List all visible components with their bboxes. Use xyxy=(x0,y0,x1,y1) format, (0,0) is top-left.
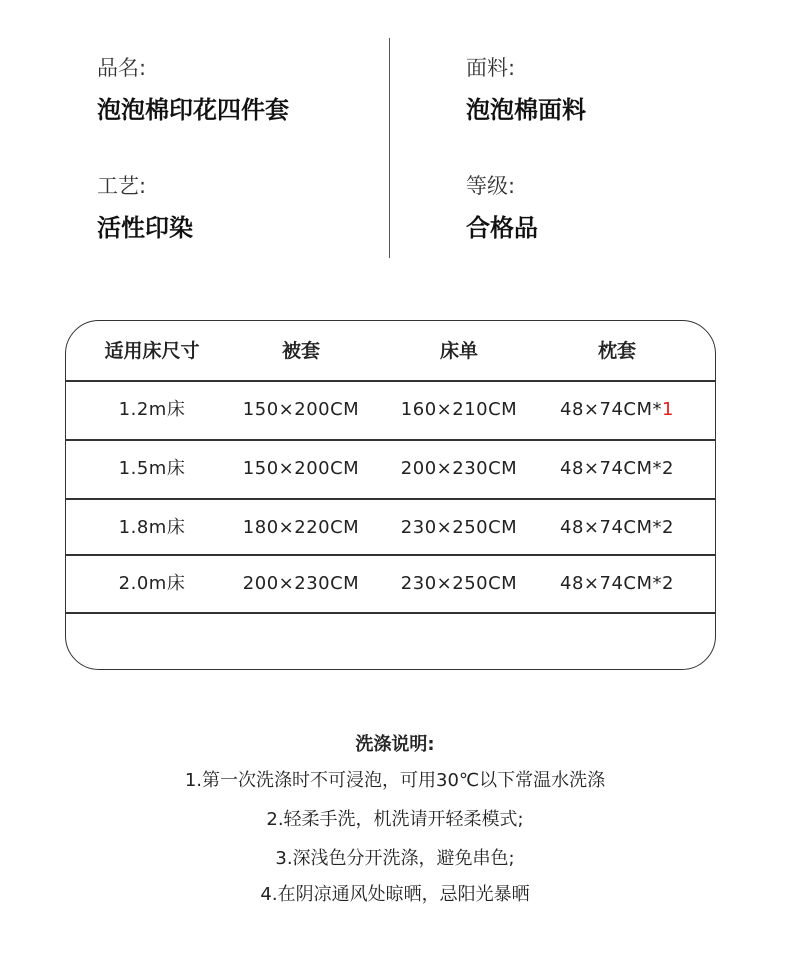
cell-bed: 1.5m床 xyxy=(118,458,186,479)
cell-duvet: 150×200CM xyxy=(242,458,360,479)
table-row xyxy=(66,555,715,613)
name-value: 泡泡棉印花四件套 xyxy=(97,96,289,124)
info-grade xyxy=(466,172,746,244)
table-row xyxy=(66,440,715,498)
header-bed-size: 适用床尺寸 xyxy=(104,340,200,362)
cell-duvet: 180×220CM xyxy=(242,517,360,538)
washing-line: 3.深浅色分开洗涤，避免串色; xyxy=(275,848,515,869)
grade-value: 合格品 xyxy=(466,214,538,242)
row-divider xyxy=(66,612,715,614)
cell-bed: 1.8m床 xyxy=(118,517,186,538)
header-pillowcase: 枕套 xyxy=(597,340,637,362)
craft-value: 活性印染 xyxy=(97,214,193,242)
info-name xyxy=(97,54,377,126)
cell-pillow xyxy=(560,381,674,439)
cell-bed: 1.2m床 xyxy=(118,399,186,420)
pillow-size: 48×74CM* xyxy=(560,573,663,594)
washing-line: 4.在阴凉通风处晾晒，忌阳光暴晒 xyxy=(260,884,530,905)
pillow-size: 48×74CM* xyxy=(560,458,663,479)
pillow-count: 2 xyxy=(662,573,674,594)
washing-line: 1.第一次洗涤时不可浸泡，可用30℃以下常温水洗涤 xyxy=(184,770,606,791)
pillow-count: 2 xyxy=(662,458,674,479)
header-duvet: 被套 xyxy=(281,340,321,362)
cell-pillow xyxy=(560,499,674,557)
table-row xyxy=(66,381,715,439)
info-fabric xyxy=(466,54,746,126)
info-divider xyxy=(389,38,390,258)
size-table xyxy=(65,320,716,670)
cell-duvet: 200×230CM xyxy=(242,573,360,594)
craft-label: 工艺: xyxy=(97,174,147,198)
cell-pillow xyxy=(560,555,674,613)
pillow-count: 1 xyxy=(662,399,674,420)
table-header-row xyxy=(66,322,715,380)
grade-label: 等级: xyxy=(466,174,516,198)
pillow-size: 48×74CM* xyxy=(560,399,663,420)
cell-pillow xyxy=(560,440,674,498)
fabric-value: 泡泡棉面料 xyxy=(466,96,586,124)
name-label: 品名: xyxy=(97,56,147,80)
pillow-count: 2 xyxy=(662,517,674,538)
washing-line: 2.轻柔手洗，机洗请开轻柔模式; xyxy=(266,809,524,830)
cell-duvet: 150×200CM xyxy=(242,399,360,420)
info-craft xyxy=(97,172,377,244)
pillow-size: 48×74CM* xyxy=(560,517,663,538)
header-sheet: 床单 xyxy=(439,340,479,362)
fabric-label: 面料: xyxy=(466,56,516,80)
cell-bed: 2.0m床 xyxy=(118,573,186,594)
washing-title: 洗涤说明: xyxy=(355,734,435,755)
table-row xyxy=(66,499,715,557)
cell-sheet: 230×250CM xyxy=(400,517,518,538)
cell-sheet: 230×250CM xyxy=(400,573,518,594)
cell-sheet: 160×210CM xyxy=(400,399,518,420)
cell-sheet: 200×230CM xyxy=(400,458,518,479)
